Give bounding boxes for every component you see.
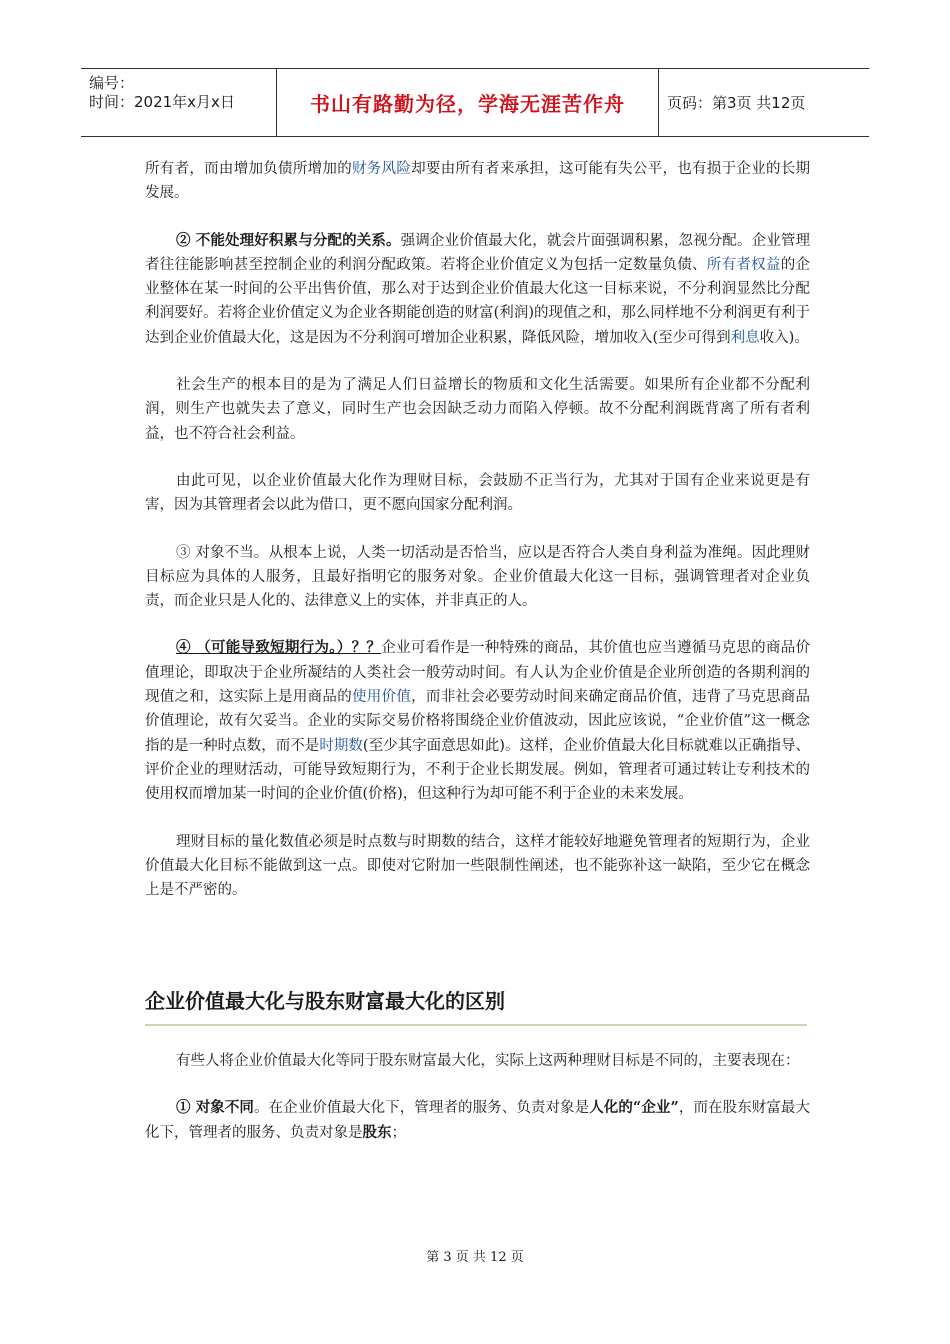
p6-text-c: (至少其字面意思如此)。这样，企业价值最大化目标就难以正确指导、评价企业的理财活动，可能导致短期行为，不利于企业长期发展。例如，管理者可通过转让专利技术的使用权而增加某一时间的企业价值(价格)，但这种行为却可能不利于企业的未来发展。	[145, 737, 811, 803]
header-motto-cell	[277, 69, 659, 136]
p9-bold-2: 人化的“企业”	[589, 1099, 679, 1117]
p9-text-c: ；	[391, 1124, 406, 1141]
header-page-info: 页码：第3页 共12页	[667, 94, 806, 112]
paragraph-9	[145, 1096, 810, 1145]
paragraph-7: 理财目标的量化数值必须是时点数与时期数的结合，这样才能较好地避免管理者的短期行为，企业价值最大化目标不能做到这一点。即使对它附加一些限制性阐述，也不能弥补这一缺陷，至少它在概念上是不严密的。	[145, 833, 810, 899]
p2-text-c: 收入)。	[759, 329, 809, 346]
document-number-label: 编号：	[89, 74, 135, 92]
page-footer: 第 3 页 共 12 页	[426, 1250, 524, 1265]
paragraph-5: ③ 对象不当。从根本上说，人类一切活动是否恰当，应以是否符合人类自身利益为准绳。因此理财目标应为具体的人服务，且最好指明它的服务对象。企业价值最大化这一目标，强调管理者对企业负责，而企业只是人化的、法律意义上的实体，并非真正的人。	[145, 544, 810, 610]
header-left-cell	[81, 69, 277, 136]
document-body-2	[145, 1049, 810, 1145]
p9-text-b: ，而在股东财富最大化下，管理者的服务、负责对象是	[145, 1100, 810, 1141]
link-use-value[interactable]: 使用价值	[351, 689, 412, 706]
p9-bold-1: ① 对象不同	[176, 1099, 254, 1117]
paragraph-2	[145, 229, 810, 350]
p1-text-a: 所有者，而由增加负债所增加的	[145, 161, 352, 177]
paragraph-6	[145, 636, 810, 806]
p6-text-a: 企业可看作是一种特殊的商品，其价值也应当遵循马克思的商品价值理论，即取决于企业所凝结的人类社会一般劳动时间。有人认为企业价值是企业所创造的各期利润的现值之和，这实际上是用商品的	[145, 640, 811, 706]
header-motto: 书山有路勤为径，学海无涯苦作舟	[310, 92, 625, 116]
p2-bold-heading: ② 不能处理好积累与分配的关系。	[176, 231, 401, 249]
p2-text-a: 强调企业价值最大化，就会片面强调积累，忽视分配。企业管理者往往能影响甚至控制企业的利润分配政策。若将企业价值定义为包括一定数量负债、	[145, 232, 810, 273]
section-heading: 企业价值最大化与股东财富最大化的区别	[145, 985, 807, 1026]
link-period-number[interactable]: 时期数	[319, 737, 363, 754]
p6-bold-heading: ④ （可能导致短期行为。）？？	[176, 639, 382, 657]
p6-text-b: ，而非社会必要劳动时间来确定商品价值，违背了马克思商品价值理论，故有欠妥当。企业的实际交易价格将围绕企业价值波动，因此应该说，“企业价值”这一概念指的是一种时点数，而不是	[145, 689, 811, 754]
p1-text-b: 却要由所有者来承担，这可能有失公平，也有损于企业的长期发展。	[145, 161, 811, 202]
header-page-cell	[659, 69, 869, 136]
p9-text-a: 。在企业价值最大化下，管理者的服务、负责对象是	[254, 1100, 590, 1117]
paragraph-4: 由此可见，以企业价值最大化作为理财目标，会鼓励不正当行为，尤其对于国有企业来说更是有害，因为其管理者会以此为借口，更不愿向国家分配利润。	[145, 472, 810, 514]
paragraph-8: 有些人将企业价值最大化等同于股东财富最大化，实际上这两种理财目标是不同的，主要表现在：	[176, 1053, 800, 1069]
p9-bold-3: 股东	[362, 1123, 392, 1141]
link-owners-equity[interactable]: 所有者权益	[706, 256, 781, 273]
p2-text-b: 的企业整体在某一时间的公平出售价值，那么对于达到企业价值最大化这一目标来说，不分利润显然比分配利润要好。若将企业价值定义为企业各期能创造的财富(利润)的现值之和，那么同样地不分利润更有利于达到企业价值最大化，这是因为不分利润可增加企业积累，降低风险，增加收入(至少可得到	[145, 256, 811, 346]
link-interest[interactable]: 利息	[730, 329, 760, 346]
document-body	[145, 157, 810, 902]
paragraph-1	[145, 157, 810, 206]
link-financial-risk[interactable]: 财务风险	[351, 161, 412, 177]
paragraph-3: 社会生产的根本目的是为了满足人们日益增长的物质和文化生活需要。如果所有企业都不分配利润，则生产也就失去了意义，同时生产也会因缺乏动力而陷入停顿。故不分配利润既背离了所有者利益，也不符合社会利益。	[145, 377, 810, 442]
page-header	[81, 68, 869, 137]
document-date-label: 时间：2021年x月x日	[89, 93, 235, 111]
